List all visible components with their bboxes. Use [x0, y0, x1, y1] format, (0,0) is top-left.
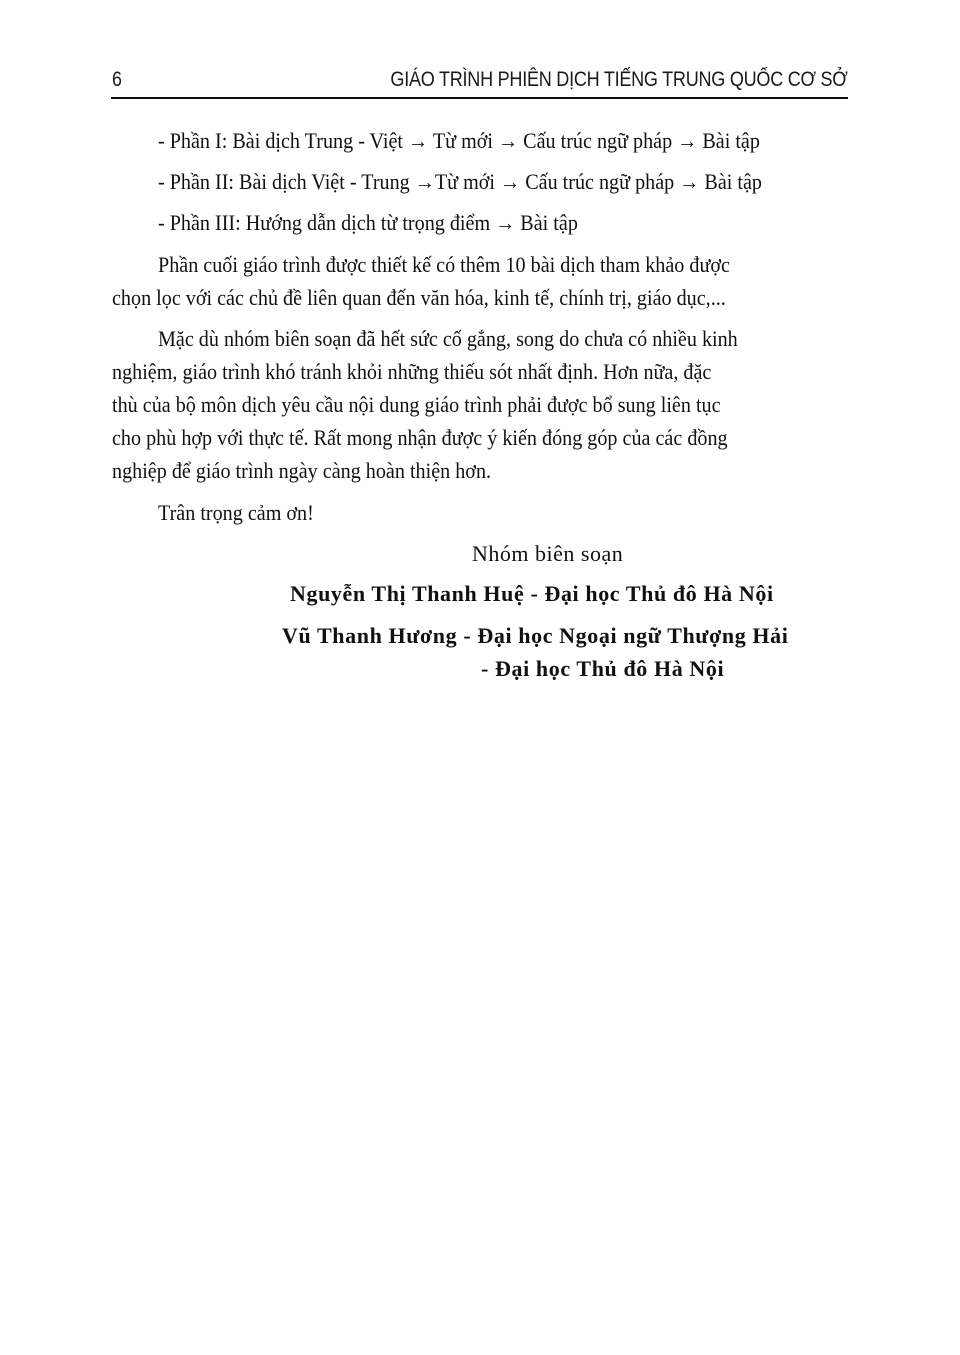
closing-line: Trân trọng cảm ơn!	[158, 500, 314, 525]
paragraph-1-line-2: chọn lọc với các chủ đề liên quan đến văn hóa, kinh tế, chính trị, giáo dục,...	[112, 285, 726, 310]
paragraph-2-line-4: cho phù hợp với thực tế. Rất mong nhận được ý kiến đóng góp của các đồng	[112, 425, 728, 450]
author-2-affiliation-2: - Đại học Thủ đô Hà Nội	[481, 656, 725, 681]
paragraph-2-line-2: nghiệm, giáo trình khó tránh khỏi những thiếu sót nhất định. Hơn nữa, đặc	[112, 359, 712, 384]
page-number: 6	[112, 68, 122, 91]
structure-item-part-3: - Phần III: Hướng dẫn dịch từ trọng điểm → Bài tập	[158, 210, 578, 235]
header-divider	[111, 97, 848, 99]
author-2: Vũ Thanh Hương - Đại học Ngoại ngữ Thượng Hải	[282, 623, 789, 648]
paragraph-1-line-1: Phần cuối giáo trình được thiết kế có thêm 10 bài dịch tham khảo được	[158, 252, 730, 277]
running-header-title: GIÁO TRÌNH PHIÊN DỊCH TIẾNG TRUNG QUỐC CƠ SỞ	[390, 68, 848, 91]
paragraph-2-line-3: thù của bộ môn dịch yêu cầu nội dung giáo trình phải được bổ sung liên tục	[112, 392, 721, 417]
structure-item-part-1: - Phần I: Bài dịch Trung - Việt → Từ mới → Cấu trúc ngữ pháp → Bài tập	[158, 128, 760, 153]
paragraph-2-line-1: Mặc dù nhóm biên soạn đã hết sức cố gắng, song do chưa có nhiều kinh	[158, 326, 738, 351]
structure-item-part-2: - Phần II: Bài dịch Việt - Trung →Từ mới → Cấu trúc ngữ pháp → Bài tập	[158, 169, 762, 194]
author-1: Nguyễn Thị Thanh Huệ - Đại học Thủ đô Hà Nội	[290, 581, 774, 606]
signature-group-label: Nhóm biên soạn	[472, 541, 624, 566]
paragraph-2-line-5: nghiệp để giáo trình ngày càng hoàn thiện hơn.	[112, 458, 492, 483]
